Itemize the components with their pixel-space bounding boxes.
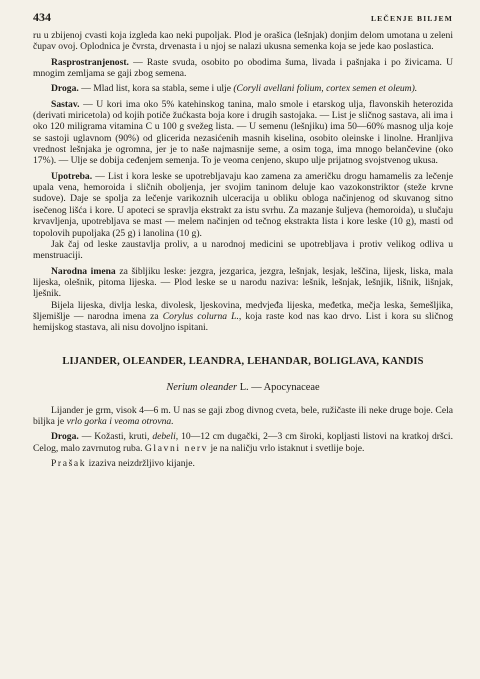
label-prasak: Prašak xyxy=(51,457,87,469)
text-rasprostranjenost: — Raste svuda, osobito po obodima šuma, livada i pašnjaka i po živicama. U mnogim zemljama se gaji zbog semena. xyxy=(33,56,453,80)
text-narodna-imena-2: Bijela lijeska, divlja leska, divolesk, ljeskovina, medvjeđa lijeska, međetka, mečja leska, šemešljika, šljemišlje — narodna imena za xyxy=(33,299,453,322)
label-narodna-imena: Narodna imena xyxy=(51,265,116,277)
paragraph-rasprostranjenost xyxy=(33,57,453,80)
paragraph-narodna-imena xyxy=(33,266,453,300)
label-rasprostranjenost: Rasprostranjenost. xyxy=(51,56,129,68)
paragraph-narodna-imena-2 xyxy=(33,300,453,334)
label-droga: Droga. xyxy=(51,83,79,95)
section-latin-name xyxy=(33,382,453,393)
paragraph-prasak xyxy=(33,458,453,469)
running-head: LEČENJE BILJEM xyxy=(370,14,453,23)
paragraph-upotreba-2: Jak čaj od leske zaustavlja proliv, a u narodnoj medicini se upotrebljava i protiv velikog odliva u menstruaciji. xyxy=(33,238,453,262)
section-title: LIJANDER, OLEANDER, LEANDRA, LEHANDAR, BOLIGLAVA, KANDIS xyxy=(62,355,424,367)
paragraph-upotreba xyxy=(33,171,453,239)
intro-paragraph: ru u zbijenoj cvasti koja izgleda kao neki pupoljak. Plod je orašica (lešnjak) donjim delom umotana u zeleni čupav ovoj. Oplodnica je čvrsta, drvenasta i u njoj se nalazi ukusna semenka koja se jede kao poslastica. xyxy=(33,30,453,53)
text-droga-oleander-a: — Kožasti, kruti, xyxy=(78,431,153,443)
page-number: 434 xyxy=(33,10,51,24)
text-droga-oleander-b: 10—12 cm dugački, 2—3 cm široki, kopljasti listovi na kratkoj dršci. Celog, malo zavrnutog ruba. xyxy=(33,431,453,454)
text-glavni-nerv: Glavni nerv xyxy=(144,442,209,454)
latin-nerium: Nerium oleander xyxy=(166,381,238,393)
text-prasak: izaziva neizdržljivo kijanje. xyxy=(86,457,195,469)
label-sastav: Sastav. xyxy=(51,98,80,110)
paragraph-description xyxy=(33,405,453,428)
paragraph-droga-oleander xyxy=(33,431,453,454)
text-narodna-imena-3: , koja raste kod nas kao drvo. List i kora su sličnog hemijskog stastava, ali nisu dovoljno ispitani. xyxy=(33,310,453,334)
latin-droga: (Coryli avellani folium, cortex semen et oleum). xyxy=(233,83,418,95)
author-family: L. — Apocynaceae xyxy=(237,381,320,393)
text-description-italic: vrlo gorka i veoma otrovna. xyxy=(66,415,174,427)
text-narodna-imena: za šibljiku leske: jezgra, jezgarica, jezgra, lešnjak, lesjak, leščina, lijesk, liska, mala lijeska, olešnik, pitoma lijeska. — Plod leske se u narodu naziva: lešnik, lešnjak, lešnjik, lišnik, lišnjak, lješnik. xyxy=(33,265,453,300)
text-droga-oleander-c: je na naličju vrlo istaknut i svetlije boje. xyxy=(208,442,365,454)
latin-corylus-colurna: Corylus colurna L. xyxy=(162,310,239,322)
text-sastav: — U kori ima oko 5% katehinskog tanina, malo smole i etarskog ulja, flavonskih heterozida (derivati miricetola) od kojih potiče žućkasta boja kore i drugih sastojaka. — List je sličnog sastava, ali ima i oko 120 miligrama vitamina C u 100 g svežeg lista. — U semenu (lešnjiku) ima 50—60% masnog ulja koje se sastoji uglavnom (90%) od glicerida nezasićenih masnih kiselina, osobito oleinske i linolne. Hranljiva vrednost lešnjaka je ogromna, jer je to naše najmasnije seme, a osim toga, ima mnogo belančevine (oko 17%). — Ulje se dobija ceđenjem semenja. To je veoma cenjeno, skupo ulje prijatnog svojstvenog ukusa. xyxy=(33,98,453,167)
paragraph-droga xyxy=(33,83,453,94)
page-header xyxy=(33,10,453,30)
label-droga-oleander: Droga. xyxy=(51,431,79,443)
label-upotreba: Upotreba. xyxy=(51,170,93,182)
paragraph-sastav xyxy=(33,99,453,167)
text-description: Lijander je grm, visok 4—6 m. U nas se gaji zbog divnog cveta, bele, ružičaste ili neke druge boje. Cela biljka je xyxy=(33,404,453,427)
text-upotreba: — List i kora leske se upotrebljavaju kao zamena za američku drogu hamamelis za lečenje upala vena, hemoroida i sličnih oboljenja, jer svojim taninom deluje kao vazokonstriktor (steže krvne sudove). Daje se spolja za lečenje varikoznih ulceracija u obliku obloga načinjenog od skuvanog sitno isečenog lišća i kore. U apoteci se spravlja ekstrakt za istu svrhu. Za mazanje šuljeva (hemoroida), u slučaju krvavljenja, upotrebljava se mast — melem načinjen od tečnog ekstrakta lista i kore leske (10 g), masti od topolovih pupoljaka (25 g) i lanolina (10 g). xyxy=(33,170,453,239)
text-droga: — Mlad list, kora sa stabla, seme i ulje xyxy=(78,83,234,95)
text-droga-oleander-italic: debeli, xyxy=(152,431,179,443)
